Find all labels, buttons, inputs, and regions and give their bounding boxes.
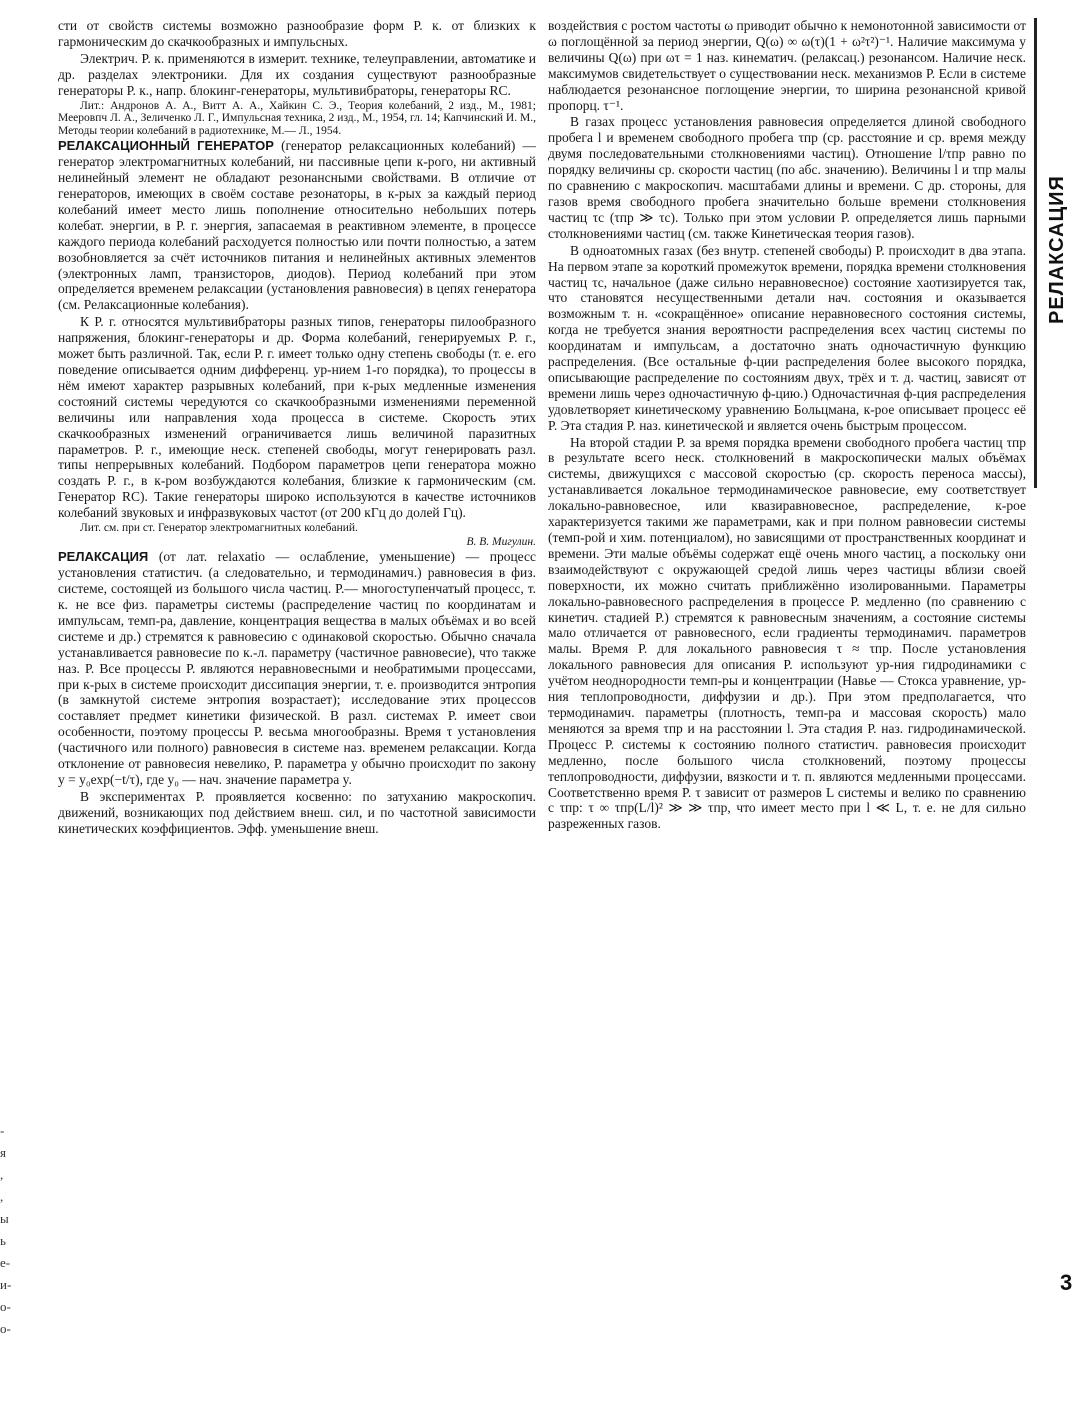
paragraph: В одноатомных газах (без внутр. степеней свободы) Р. происходит в два этапа. На первом этапе за короткий промежуток времени, порядка времени столкновения частиц τc, начальное (даже сильно неравновесное) состояние хаотизируется так, что становятся несущественными детали нач. состояния и оказывается возможным т. н. «сокращённое» описание неравновесного состояния системы, когда не требуется знания вероятности распределения всех частиц системы по координатам и импульсам, а достаточно знать одночастичную функцию распределения. (Все остальные ф-ции распределения более высокого порядка, описывающие распределение по состояниям двух, трёх и т. д. частиц, зависят от времени лишь через одночастичную ф-цию.) Одночастичная ф-ция распределения удовлетворяет кинетическому уравнению Больцмана, к-рое описывает процесс её Р. Эта стадия Р. наз. кинетической и является очень быстрым процессом.	[548, 242, 1026, 433]
paragraph: воздействия с ростом частоты ω приводит обычно к немонотонной зависимости от ω поглощённой за период энергии, Q(ω) ∞ ω(τ)(1 + ω²τ²)⁻¹. Наличие максимума у величины Q(ω) при ωτ = 1 наз. кинематич. (релаксац.) резонансом. Наличие неск. максимумов свидетельствует о существовании неск. механизмов Р. Если в системе наблюдается резонансное поглощение энергии, то ширина резонансной кривой пропорц. τ⁻¹.	[548, 18, 1026, 113]
page-number: 3	[1060, 1270, 1073, 1295]
edge-fragment: и-	[0, 1277, 12, 1292]
article-text: (от лат. relaxatio — ослабление, уменьшение) — процесс установления статистич. (а следовательно, и термодинамич.) равновесия в физ. системе, состоящей из большого числа частиц. Р.— многоступенчатый процесс, т. к. не все физ. параметры системы (распределение частиц по координатам и импульсам, темп-ра, давление, концентрация вещества в малых объёмах и во всей системе и др.) стремятся к равновесию с одинаковой скоростью. Обычно сначала устанавливается равновесие по к.-л. параметру (частичное равновесие), что также наз. Р. Все процессы Р. являются неравновесными и необратимыми процессами, при к-рых в системе происходит диссипация энергии, т. е. производится энтропия (в замкнутой системе энтропия возрастает); исследование этих процессов составляет предмет кинетики физической. В разл. системах Р. имеет свои особенности, поэтому процессы Р. весьма многообразны. Время τ установления (частичного или полного) равновесия в системе наз. временем релаксации. Когда отклонение от равновесия невелико, Р. параметра y обычно происходит по закону y = y₀exp(−t/τ), где y₀ — нач. значение параметра y.	[58, 549, 536, 787]
literature-reference: Лит. см. при ст. Генератор электромагнитных колебаний.	[80, 522, 358, 535]
right-column	[548, 18, 1026, 832]
article-text: (генератор релаксационных колебаний) — генератор электромагнитных колебаний, ни пассивные цепи к-рого, ни активный нелинейный элемент не обладают резонансными свойствами. В отличие от генераторов, имеющих в своём составе резонаторы, в к-рых за каждый период колебаний имеет место лишь пополнение относительно небольших потерь колебат. энергии, в Р. г. энергия, запасаемая в реактивном элементе, в процессе каждого периода колебаний расходуется полностью или почти полностью, а затем возобновляется за счёт источников питания и нелинейных активных элементов (электронных ламп, транзисторов, диодов). Период колебаний при этом определяется временем релаксации (установления равновесия) в цепях генератора (см. Релаксационные колебания).	[58, 138, 537, 313]
article-entry	[58, 549, 536, 788]
paragraph: В экспериментах Р. проявляется косвенно: по затуханию макроскопич. движений, возникающих под действием внеш. сил, и по частотной зависимости кинетических коэффициентов. Эфф. уменьшение внеш.	[58, 788, 536, 836]
author-signature: В. В. Мигулин.	[466, 535, 536, 548]
paragraph: сти от свойств системы возможно разнообразие форм Р. к. от близких к гармоническим до скачкообразных и импульсных.	[58, 18, 536, 49]
adjacent-page-edge	[0, 1120, 22, 1420]
article-entry	[58, 138, 536, 313]
running-head-title: РЕЛАКСАЦИЯ	[1046, 175, 1068, 324]
article-heading: РЕЛАКСАЦИОННЫЙ ГЕНЕРАТОР	[58, 138, 274, 154]
edge-fragment: ь	[0, 1233, 6, 1248]
paragraph: К Р. г. относятся мультивибраторы разных типов, генераторы пилообразного напряжения, блокинг-генераторы и др. Форма колебаний, генерируемых Р. г., может быть различной. Так, если Р. г. имеет только одну степень свободы (т. е. его поведение описывается одним дифференц. ур-нием 1-го порядка), то процессы в нём имеют характер разрывных колебаний, при к-рых медленные изменения состояний системы чередуются со скачкообразными изменениями переменной величины или направления хода процесса в системе. Скорость этих скачкообразных изменений ограничивается лишь величиной паразитных параметров. Р. г., имеющие неск. степеней свободы, могут генерировать разл. типы непрерывных колебаний. Подбором параметров цепи генератора можно создать Р. г., в к-ром возбуждаются колебания, близкие к гармоническим (см. Генератор RC). Такие генераторы широко используются в качестве источников колебаний звуковых и инфразвуковых частот (от 200 кГц до долей Гц).	[58, 314, 536, 521]
edge-fragment: ы	[0, 1211, 9, 1226]
paragraph: На второй стадии Р. за время порядка времени свободного пробега частиц τпр в результате всего неск. столкновений в макроскопически малых объёмах системы, движущихся с массовой скоростью (ср. скорость переноса массы), устанавливается локальное термодинамическое равновесие, ему соответствует локально-равновесное, или квазиравновесное, распределение, к-рое характеризуется такими же параметрами, как и при полном равновесии системы (темп-рой и хим. потенциалом), но зависящими от пространственных координат и времени. Эти малые объёмы содержат ещё очень много частиц, а поскольку они взаимодействуют с окружающей средой лишь через частицы вблизи своей поверхности, их можно считать приближённо изолированными. Параметры локально-равновесного распределения в процессе Р. медленно (по сравнению с кинетич. стадией Р.) стремятся к равновесным значениям, а состояние системы мало отличается от равновесного, если градиенты термодинамич. параметров малы. Время Р. для локального равновесия τ ≈ τпр. После установления локального равновесия для описания Р. используют ур-ния гидродинамики с учётом неоднородности темп-ры и концентрации (Навье — Стокса уравнение, ур-ния теплопроводности, диффузии и др.). При этом предполагается, что термодинамич. параметры (плотность, темп-ра и массовая скорость) мало меняются за время τпр и на расстоянии l. Эта стадия Р. наз. гидродинамической. Процесс Р. системы к состоянию полного статистич. равновесия происходит медленно, после большого числа столкновений, поэтому процессы теплопроводности, диффузии, вязкости и т. п. являются медленными процессами. Соответственно время Р. τ зависит от размеров L системы и велико по сравнению с τпр: τ ∞ τпр(L/l)² ≫ ≫ τпр, что имеет место при l ≪ L, т. е. не для сильно разреженных газов.	[548, 434, 1026, 832]
edge-fragment: ,	[0, 1167, 4, 1182]
edge-fragment: -	[0, 1123, 5, 1138]
edge-fragment: ,	[0, 1189, 4, 1204]
left-column	[58, 18, 536, 837]
edge-fragment: о-	[0, 1321, 11, 1336]
running-head-rule	[1034, 18, 1037, 488]
paragraph: Электрич. Р. к. применяются в измерит. технике, телеуправлении, автоматике и др. разделах электроники. Для их создания существуют разнообразные генераторы Р. к., напр. блокинг-генераторы, мультивибраторы, генераторы RC.	[58, 50, 536, 98]
literature-reference: Лит.: Андронов А. А., Витт А. А., Хайкин С. Э., Теория колебаний, 2 изд., М., 1981; Мееровпч Л. А., Зеличенко Л. Г., Импульсная техника, 2 изд., М., 1954, гл. 14; Капчинский И. М., Методы теории колебаний в радиотехнике, М.— Л., 1954.	[58, 99, 536, 137]
edge-fragment: я	[0, 1145, 6, 1160]
article-heading: РЕЛАКСАЦИЯ	[58, 549, 149, 565]
edge-fragment: е-	[0, 1255, 11, 1270]
edge-fragment: о-	[0, 1299, 11, 1314]
paragraph: В газах процесс установления равновесия определяется длиной свободного пробега l и временем свободного пробега τпр (ср. расстояние и ср. время между двумя последовательными столкновениями частиц). Отношение l/τпр равно по порядку величины ср. скорости частиц (по абс. значению). Величины l и τпр малы по сравнению с макроскопич. масштабами длины и времени. С др. стороны, для газов время свободного пробега значительно больше времени столкновения частиц τc (τпр ≫ τc). Только при этом условии Р. определяется лишь парными столкновениями частиц (см. также Кинетическая теория газов).	[548, 114, 1026, 241]
